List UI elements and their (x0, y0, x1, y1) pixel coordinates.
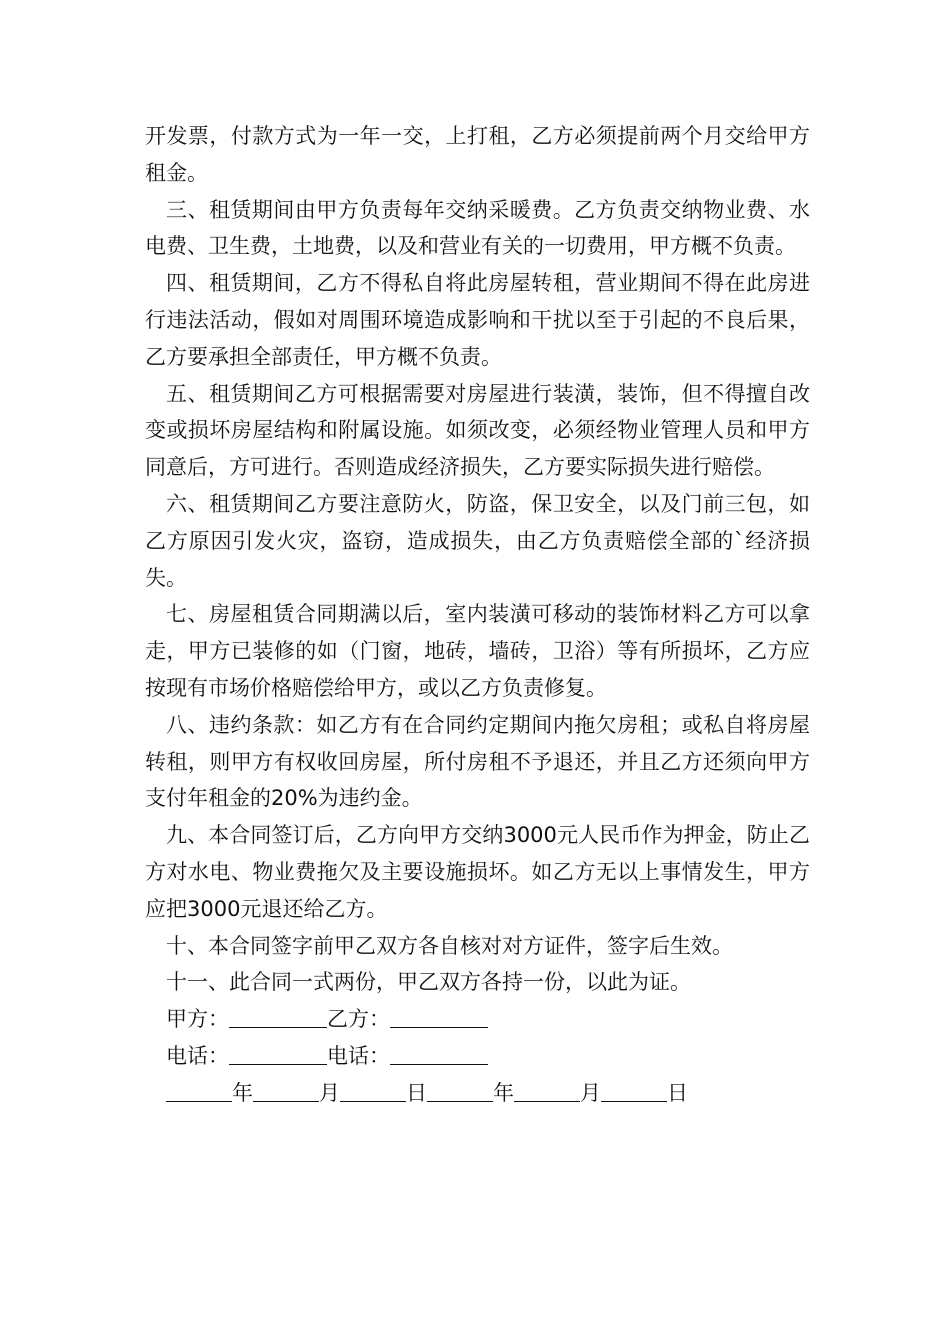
year-a-label: 年 (232, 1080, 253, 1105)
party-b-blank (390, 1006, 488, 1028)
signature-phone-line (145, 1038, 810, 1075)
year-b-label: 年 (493, 1080, 514, 1105)
clause-7: 七、房屋租赁合同期满以后，室内装潢可移动的装饰材料乙方可以拿走，甲方已装修的如（门窗，地砖，墙砖，卫浴）等有所损坏，乙方应按现有市场价格赔偿给甲方，或以乙方负责修复。 (145, 602, 810, 700)
paragraph-continued: 开发票，付款方式为一年一交，上打租，乙方必须提前两个月交给甲方租金。 (145, 124, 810, 185)
phone-a-label: 电话： (166, 1043, 229, 1068)
day-a-label: 日 (406, 1080, 427, 1105)
day-b-blank (601, 1080, 667, 1102)
phone-b-blank (390, 1043, 488, 1065)
clause-11: 十一、此合同一式两份，甲乙双方各持一份，以此为证。 (166, 970, 691, 995)
party-a-label: 甲方： (166, 1007, 229, 1032)
year-b-blank (427, 1080, 493, 1102)
clause-5: 五、租赁期间乙方可根据需要对房屋进行装潢，装饰，但不得擅自改变或损坏房屋结构和附属设施。如须改变，必须经物业管理人员和甲方同意后，方可进行。否则造成经济损失，乙方要实际损失进行赔偿。 (145, 381, 810, 480)
month-b-label: 月 (580, 1080, 601, 1105)
party-b-label: 乙方： (327, 1007, 390, 1032)
clause-8: 八、违约条款：如乙方有在合同约定期间内拖欠房租；或私自将房屋转租，则甲方有权收回房屋，所付房租不予退还，并且乙方还须向甲方支付年租金的20%为违约金。 (145, 712, 810, 811)
phone-a-blank (229, 1043, 327, 1065)
month-b-blank (514, 1080, 580, 1102)
year-a-blank (166, 1080, 232, 1102)
signature-parties-line (145, 1001, 810, 1038)
day-a-blank (340, 1080, 406, 1102)
month-a-blank (253, 1080, 319, 1102)
clause-4: 四、租赁期间，乙方不得私自将此房屋转租，营业期间不得在此房进行违法活动，假如对周围环境造成影响和干扰以至于引起的不良后果，乙方要承担全部责任，甲方概不负责。 (145, 271, 810, 369)
phone-b-label: 电话： (327, 1043, 390, 1068)
clause-10: 十、本合同签字前甲乙双方各自核对对方证件，签字后生效。 (166, 933, 733, 958)
clause-6: 六、租赁期间乙方要注意防火，防盗，保卫安全，以及门前三包，如乙方原因引发火灾，盗窃，造成损失，由乙方负责赔偿全部的`经济损失。 (145, 491, 810, 590)
month-a-label: 月 (319, 1080, 340, 1105)
day-b-label: 日 (667, 1080, 688, 1105)
contract-body (145, 118, 810, 1112)
clause-9: 九、本合同签订后，乙方向甲方交纳3000元人民币作为押金，防止乙方对水电、物业费拖欠及主要设施损坏。如乙方无以上事情发生，甲方应把3000元退还给乙方。 (145, 823, 810, 921)
signature-date-line (145, 1075, 810, 1112)
party-a-blank (229, 1006, 327, 1028)
clause-3: 三、租赁期间由甲方负责每年交纳采暖费。乙方负责交纳物业费、水电费、卫生费，土地费，以及和营业有关的一切费用，甲方概不负责。 (145, 197, 810, 259)
